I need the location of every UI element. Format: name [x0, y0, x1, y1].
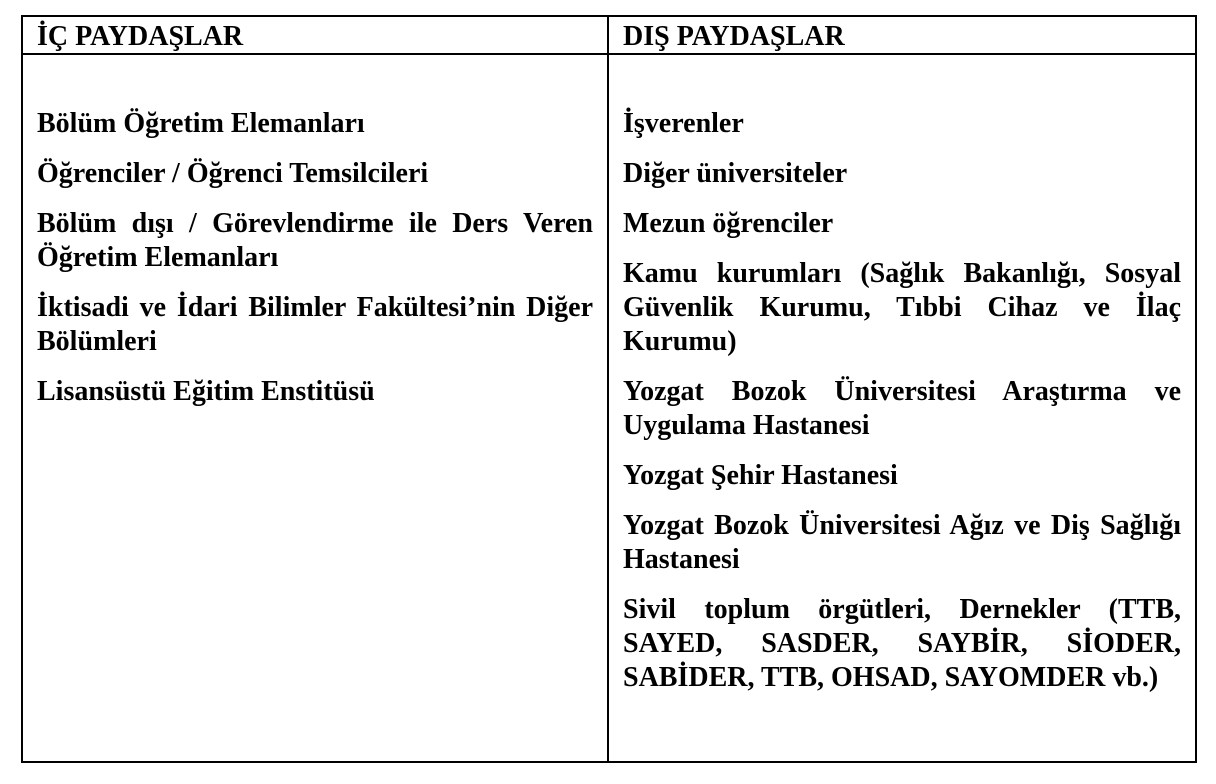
- external-stakeholders-cell: [608, 54, 1196, 762]
- list-item: Bölüm dışı / Görevlendirme ile Ders Veren Öğretim Elemanları: [37, 208, 593, 273]
- list-item: Bölüm Öğretim Elemanları: [37, 108, 365, 139]
- list-item: Yozgat Şehir Hastanesi: [623, 460, 898, 491]
- external-stakeholders-header: DIŞ PAYDAŞLAR: [608, 16, 1196, 54]
- list-item: İktisadi ve İdari Bilimler Fakültesi’nin Diğer Bölümleri: [37, 292, 593, 357]
- list-item: Yozgat Bozok Üniversitesi Ağız ve Diş Sağlığı Hastanesi: [623, 510, 1181, 575]
- list-item: Yozgat Bozok Üniversitesi Araştırma ve Uygulama Hastanesi: [623, 376, 1181, 441]
- list-item: Öğrenciler / Öğrenci Temsilcileri: [37, 158, 429, 189]
- internal-stakeholders-header: İÇ PAYDAŞLAR: [22, 16, 608, 54]
- list-item: Diğer üniversiteler: [623, 158, 848, 189]
- stakeholders-table: [21, 15, 1197, 763]
- list-item: Mezun öğrenciler: [623, 208, 834, 239]
- list-item: Kamu kurumları (Sağlık Bakanlığı, Sosyal Güvenlik Kurumu, Tıbbi Cihaz ve İlaç Kurumu): [623, 258, 1181, 357]
- table-header-row: [22, 16, 1196, 54]
- list-item: Lisansüstü Eğitim Enstitüsü: [37, 376, 375, 407]
- list-item: Sivil toplum örgütleri, Dernekler (TTB, SAYED, SASDER, SAYBİR, SİODER, SABİDER, TTB, OHSAD, SAYOMDER vb.): [623, 594, 1181, 693]
- list-item: İşverenler: [623, 108, 744, 139]
- table-body-row: [22, 54, 1196, 762]
- internal-stakeholders-cell: [22, 54, 608, 762]
